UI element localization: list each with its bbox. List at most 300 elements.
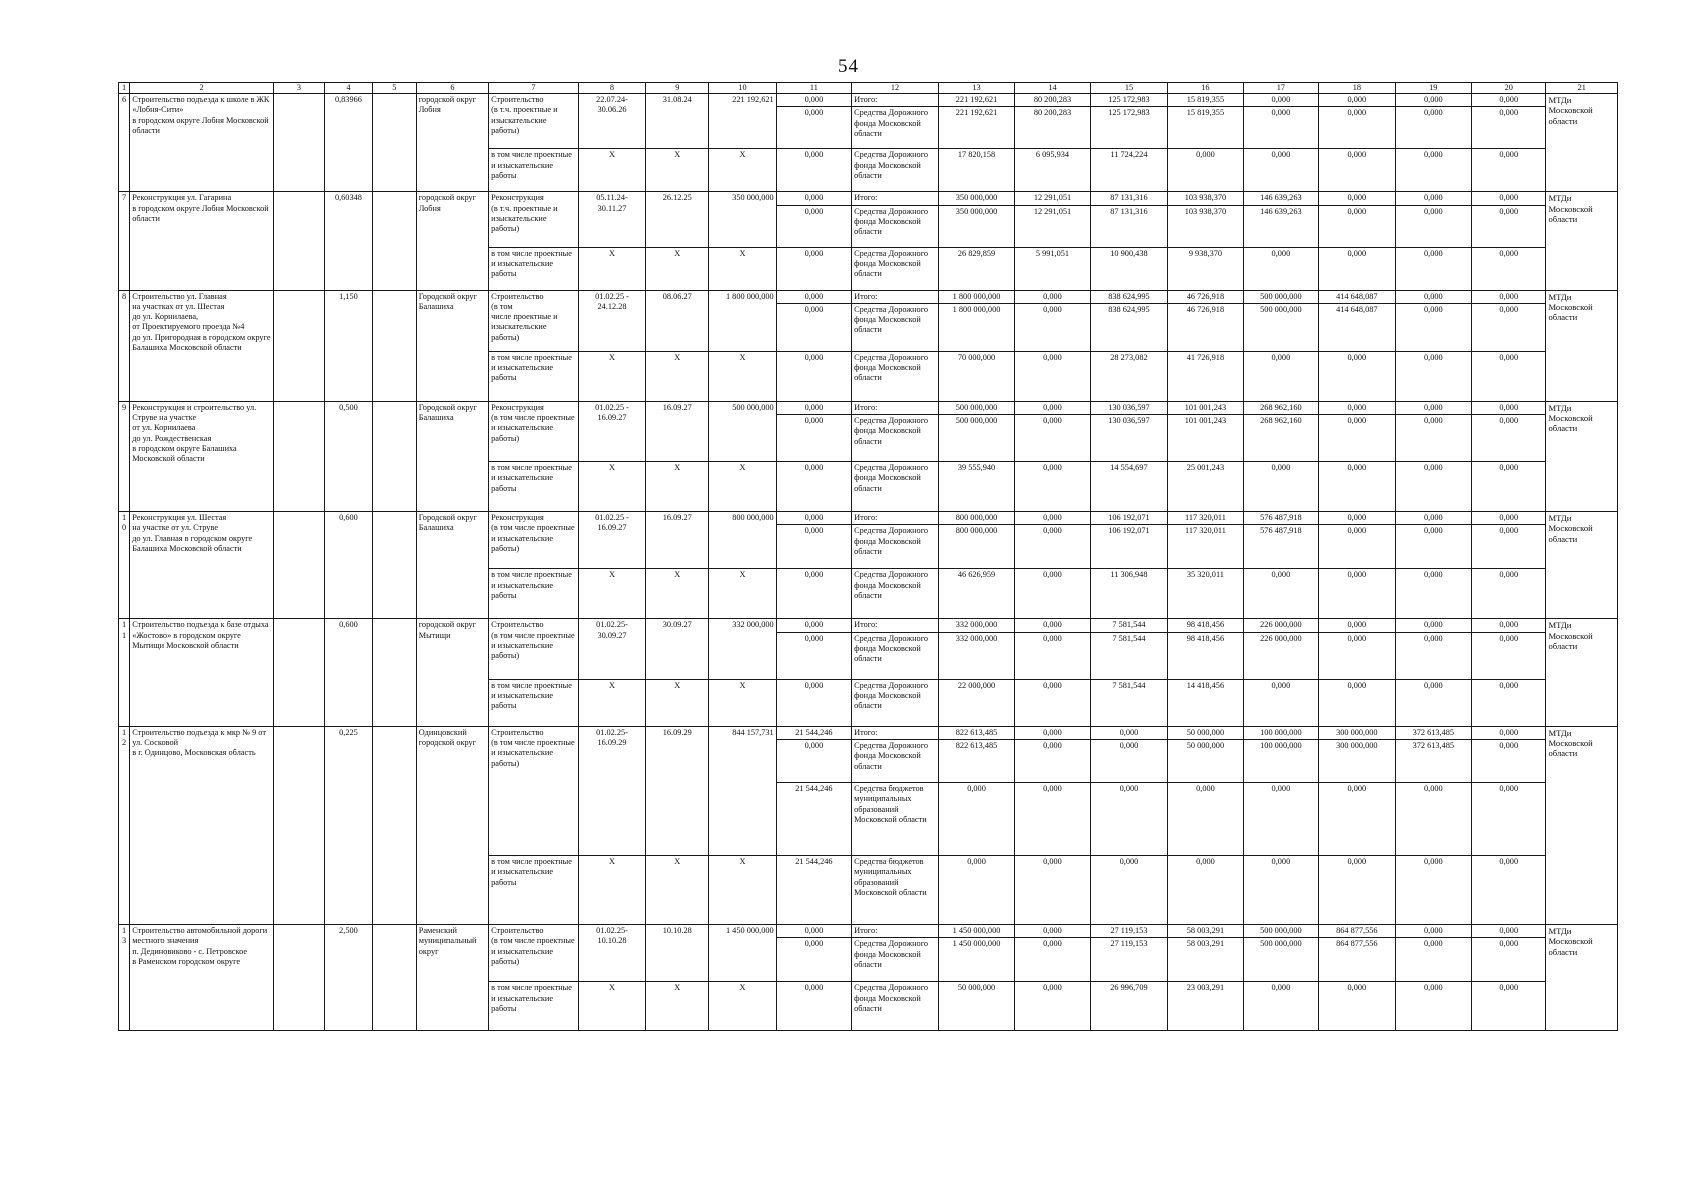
funding-value: 0,000 [1472,303,1546,351]
work-type: Строительство (в т.ч. проектные и изыскательские работы) [489,94,579,149]
funding-value: 300 000,000 [1319,726,1395,739]
cell-col3 [273,726,324,924]
cell-col3 [273,925,324,1031]
funding-value: 103 938,370 [1168,192,1243,205]
budget-table [118,82,1618,1031]
funding-value: 26 996,709 [1090,982,1167,1031]
object-name: Реконструкция ул. Шестая на участке от ул. Струве до ул. Главная в городском округе Балашиха Московской области [130,512,274,619]
municipality: Городской округ Балашиха [416,401,488,511]
funding-value: 0,000 [1395,303,1471,351]
column-header: 12 [852,83,939,94]
funding-value: 0,000 [1015,925,1090,938]
prior-funding: 0,000 [776,149,851,192]
cell-col5 [372,726,416,924]
funding-value: 0,000 [1243,783,1318,856]
funding-value: 98 418,456 [1168,632,1243,679]
total-cost: 500 000,000 [709,401,776,461]
funding-value: 26 829,859 [938,247,1014,290]
funding-value: 500 000,000 [1243,303,1318,351]
funding-value: 0,000 [1472,569,1546,619]
object-name: Строительство автомобильной дороги местного значения п. Дединовиково - с. Петровское в Раменском городском округе [130,925,274,1031]
funding-value: 0,000 [1395,205,1471,247]
funding-value: 22 000,000 [938,679,1014,726]
cell-x: X [646,679,709,726]
column-number-row [119,83,1618,94]
funding-value: 0,000 [1243,982,1318,1031]
row-number: 9 [119,401,130,511]
funding-source: Средства Дорожного фонда Московской области [852,247,939,290]
cell-x: X [578,247,645,290]
cell-col5 [372,290,416,401]
funding-value: 0,000 [1395,569,1471,619]
funding-value: 0,000 [1472,783,1546,856]
funding-value: 838 624,995 [1090,290,1167,303]
funding-value: 106 192,071 [1090,512,1167,525]
funding-value: 12 291,051 [1015,205,1090,247]
cell-x: X [709,462,776,512]
prior-funding: 0,000 [776,205,851,247]
funding-value: 0,000 [1243,462,1318,512]
road-length: 0,600 [324,619,372,726]
commission-date: 16.09.27 [646,512,709,569]
prior-funding: 21 544,246 [776,783,851,856]
work-dates: 01.02.25- 30.09.27 [578,619,645,679]
funding-value: 70 000,000 [938,351,1014,401]
column-header: 11 [776,83,851,94]
funding-value: 35 320,011 [1168,569,1243,619]
table-row [119,512,1618,525]
work-type: Строительство (в том числе проектные и изыскательские работы) [489,726,579,855]
funding-source: Итого: [852,925,939,938]
column-header: 9 [646,83,709,94]
funding-value: 838 624,995 [1090,303,1167,351]
funding-value: 0,000 [1395,401,1471,414]
funding-value: 0,000 [1319,149,1395,192]
work-dates: 01.02.25- 10.10.28 [578,925,645,982]
funding-value: 0,000 [1472,290,1546,303]
object-name: Реконструкция ул. Гагарина в городском округе Лобня Московской области [130,192,274,290]
funding-value: 0,000 [1015,303,1090,351]
commission-date: 10.10.28 [646,925,709,982]
responsible-org: МТДи Московской области [1546,94,1618,192]
prior-funding: 0,000 [776,569,851,619]
table-row [119,619,1618,632]
funding-value: 0,000 [1319,462,1395,512]
responsible-org: МТДи Московской области [1546,512,1618,619]
column-header: 21 [1546,83,1618,94]
funding-value: 0,000 [1319,632,1395,679]
cell-x: X [709,247,776,290]
funding-value: 0,000 [1395,290,1471,303]
funding-value: 0,000 [1243,94,1318,107]
commission-date: 16.09.29 [646,726,709,855]
funding-value: 0,000 [1472,632,1546,679]
funding-value: 50 000,000 [1168,726,1243,739]
column-header: 18 [1319,83,1395,94]
funding-value: 0,000 [1395,856,1471,925]
cell-x: X [709,982,776,1031]
column-header: 14 [1015,83,1090,94]
total-cost: 332 000,000 [709,619,776,679]
funding-value: 0,000 [1395,149,1471,192]
funding-source: Средства Дорожного фонда Московской области [852,107,939,149]
funding-value: 0,000 [1090,783,1167,856]
funding-value: 0,000 [1395,94,1471,107]
funding-value: 0,000 [1243,679,1318,726]
work-dates: 01.02.25- 16.09.29 [578,726,645,855]
funding-value: 0,000 [1243,856,1318,925]
cell-x: X [646,982,709,1031]
funding-value: 372 613,485 [1395,726,1471,739]
funding-value: 0,000 [1472,149,1546,192]
funding-value: 117 320,011 [1168,512,1243,525]
funding-value: 1 450 000,000 [938,938,1014,982]
funding-value: 0,000 [1472,726,1546,739]
funding-value: 0,000 [1090,856,1167,925]
row-number: 12 [119,726,130,924]
funding-value: 58 003,291 [1168,938,1243,982]
funding-value: 41 726,918 [1168,351,1243,401]
funding-value: 0,000 [1472,205,1546,247]
commission-date: 08.06.27 [646,290,709,351]
prior-funding: 0,000 [776,401,851,414]
funding-value: 11 724,224 [1090,149,1167,192]
work-type: Строительство (в том числе проектные и изыскательские работы) [489,290,579,351]
funding-source: Итого: [852,401,939,414]
funding-source: Итого: [852,94,939,107]
funding-value: 87 131,316 [1090,192,1167,205]
cell-col5 [372,925,416,1031]
funding-source: Средства Дорожного фонда Московской области [852,740,939,783]
funding-value: 50 000,000 [1168,740,1243,783]
row-number: 7 [119,192,130,290]
cell-col3 [273,192,324,290]
funding-value: 0,000 [1319,192,1395,205]
funding-value: 0,000 [1319,205,1395,247]
funding-value: 0,000 [1472,925,1546,938]
funding-value: 100 000,000 [1243,726,1318,739]
funding-value: 864 877,556 [1319,925,1395,938]
funding-source: Средства бюджетов муниципальных образований Московской области [852,783,939,856]
road-length: 0,83966 [324,94,372,192]
funding-value: 7 581,544 [1090,632,1167,679]
funding-value: 0,000 [1319,94,1395,107]
municipality: городской округ Лобня [416,94,488,192]
responsible-org: МТДи Московской области [1546,192,1618,290]
responsible-org: МТДи Московской области [1546,401,1618,511]
cell-col5 [372,512,416,619]
prior-funding: 0,000 [776,192,851,205]
funding-source: Средства Дорожного фонда Московской области [852,462,939,512]
responsible-org: МТДи Московской области [1546,925,1618,1031]
road-length: 1,150 [324,290,372,401]
funding-value: 0,000 [1015,415,1090,462]
commission-date: 26.12.25 [646,192,709,247]
funding-value: 0,000 [938,783,1014,856]
funding-value: 500 000,000 [938,401,1014,414]
funding-source: Средства Дорожного фонда Московской области [852,632,939,679]
funding-value: 0,000 [1395,415,1471,462]
funding-value: 58 003,291 [1168,925,1243,938]
municipality: Городской округ Балашиха [416,290,488,401]
total-cost: 221 192,621 [709,94,776,149]
funding-value: 0,000 [1015,462,1090,512]
table-row [119,94,1618,107]
prior-funding: 0,000 [776,303,851,351]
prior-funding: 0,000 [776,938,851,982]
funding-value: 0,000 [1472,94,1546,107]
funding-value: 0,000 [1015,679,1090,726]
funding-value: 103 938,370 [1168,205,1243,247]
work-subtype: в том числе проектные и изыскательские работы [489,569,579,619]
cell-x: X [646,569,709,619]
column-header: 13 [938,83,1014,94]
funding-value: 0,000 [1395,982,1471,1031]
commission-date: 16.09.27 [646,401,709,461]
column-header: 6 [416,83,488,94]
funding-value: 46 726,918 [1168,290,1243,303]
funding-value: 0,000 [1472,740,1546,783]
funding-value: 25 001,243 [1168,462,1243,512]
cell-col5 [372,192,416,290]
table-row [119,726,1618,739]
total-cost: 350 000,000 [709,192,776,247]
funding-value: 1 800 000,000 [938,303,1014,351]
cell-col5 [372,94,416,192]
funding-value: 12 291,051 [1015,192,1090,205]
commission-date: 30.09.27 [646,619,709,679]
funding-value: 221 192,621 [938,107,1014,149]
funding-value: 0,000 [1472,619,1546,632]
funding-value: 0,000 [1472,401,1546,414]
table-row [119,290,1618,303]
road-length: 0,60348 [324,192,372,290]
funding-value: 80 200,283 [1015,107,1090,149]
funding-value: 0,000 [1015,569,1090,619]
funding-value: 0,000 [1472,351,1546,401]
prior-funding: 0,000 [776,525,851,569]
funding-value: 0,000 [1395,938,1471,982]
row-number: 10 [119,512,130,619]
prior-funding: 0,000 [776,982,851,1031]
funding-value: 0,000 [1319,525,1395,569]
column-header: 5 [372,83,416,94]
cell-col3 [273,290,324,401]
funding-value: 226 000,000 [1243,632,1318,679]
funding-value: 6 095,934 [1015,149,1090,192]
funding-value: 221 192,621 [938,94,1014,107]
work-dates: 01.02.25 - 16.09.27 [578,512,645,569]
funding-value: 0,000 [1090,726,1167,739]
funding-source: Средства Дорожного фонда Московской области [852,938,939,982]
funding-value: 0,000 [1472,192,1546,205]
column-header: 8 [578,83,645,94]
funding-source: Средства Дорожного фонда Московской области [852,351,939,401]
cell-x: X [646,149,709,192]
funding-value: 414 648,087 [1319,303,1395,351]
funding-value: 100 000,000 [1243,740,1318,783]
prior-funding: 0,000 [776,351,851,401]
work-type: Реконструкция (в том числе проектные и изыскательские работы) [489,512,579,569]
funding-value: 0,000 [1319,982,1395,1031]
funding-value: 226 000,000 [1243,619,1318,632]
funding-value: 46 726,918 [1168,303,1243,351]
funding-value: 39 555,940 [938,462,1014,512]
funding-value: 0,000 [1015,783,1090,856]
page-number: 54 [838,56,859,77]
column-header: 10 [709,83,776,94]
prior-funding: 0,000 [776,925,851,938]
prior-funding: 0,000 [776,107,851,149]
funding-source: Итого: [852,726,939,739]
funding-value: 0,000 [1395,107,1471,149]
funding-value: 0,000 [1015,632,1090,679]
funding-value: 0,000 [1472,247,1546,290]
prior-funding: 0,000 [776,632,851,679]
work-subtype: в том числе проектные и изыскательские работы [489,247,579,290]
object-name: Строительство подъезда к мкр № 9 от ул. Сосковой в г. Одинцово, Московская область [130,726,274,924]
funding-value: 332 000,000 [938,632,1014,679]
work-subtype: в том числе проектные и изыскательские работы [489,856,579,925]
funding-value: 0,000 [1472,856,1546,925]
funding-source: Итого: [852,619,939,632]
cell-x: X [578,569,645,619]
cell-x: X [646,462,709,512]
funding-source: Средства Дорожного фонда Московской области [852,679,939,726]
funding-value: 0,000 [1395,525,1471,569]
funding-source: Средства Дорожного фонда Московской области [852,149,939,192]
funding-value: 800 000,000 [938,512,1014,525]
funding-value: 0,000 [1319,619,1395,632]
work-subtype: в том числе проектные и изыскательские работы [489,679,579,726]
cell-x: X [709,856,776,925]
funding-value: 0,000 [1395,462,1471,512]
funding-value: 0,000 [1319,569,1395,619]
funding-value: 268 962,160 [1243,415,1318,462]
cell-col3 [273,619,324,726]
funding-value: 130 036,597 [1090,401,1167,414]
column-header: 17 [1243,83,1318,94]
cell-x: X [646,351,709,401]
funding-value: 0,000 [1319,783,1395,856]
funding-value: 27 119,153 [1090,925,1167,938]
funding-value: 0,000 [1395,192,1471,205]
funding-value: 576 487,918 [1243,525,1318,569]
municipality: городской округ Мытищи [416,619,488,726]
object-name: Строительство подъезда к базе отдыха «Жостово» в городском округе Мытищи Московской области [130,619,274,726]
funding-value: 50 000,000 [938,982,1014,1031]
table-row [119,925,1618,938]
funding-value: 350 000,000 [938,192,1014,205]
funding-value: 14 418,456 [1168,679,1243,726]
funding-value: 125 172,983 [1090,107,1167,149]
total-cost: 1 800 000,000 [709,290,776,351]
funding-value: 800 000,000 [938,525,1014,569]
cell-x: X [578,856,645,925]
cell-x: X [578,351,645,401]
funding-value: 5 991,051 [1015,247,1090,290]
funding-value: 822 613,485 [938,726,1014,739]
work-type: Реконструкция (в т.ч. проектные и изыскательские работы) [489,192,579,247]
funding-value: 0,000 [1319,679,1395,726]
funding-value: 0,000 [1243,149,1318,192]
funding-value: 0,000 [1015,619,1090,632]
prior-funding: 0,000 [776,290,851,303]
prior-funding: 0,000 [776,462,851,512]
funding-value: 500 000,000 [1243,290,1318,303]
table-body [119,94,1618,1031]
cell-x: X [709,679,776,726]
object-name: Реконструкция и строительство ул. Струве на участке от ул. Корнилаева до ул. Рождественская в городском округе Балашиха Московской области [130,401,274,511]
funding-source: Средства Дорожного фонда Московской области [852,569,939,619]
prior-funding: 0,000 [776,679,851,726]
column-header: 15 [1090,83,1167,94]
work-subtype: в том числе проектные и изыскательские работы [489,462,579,512]
funding-value: 0,000 [1395,783,1471,856]
funding-value: 17 820,158 [938,149,1014,192]
row-number: 11 [119,619,130,726]
work-dates: 01.02.25 - 24.12.28 [578,290,645,351]
funding-value: 414 648,087 [1319,290,1395,303]
funding-value: 0,000 [1395,512,1471,525]
column-header: 7 [489,83,579,94]
funding-value: 0,000 [1090,740,1167,783]
object-name: Строительство ул. Главная на участках от ул. Шестая до ул. Корнилаева, от Проектируемого проезда №4 до ул. Пригородная в городском округе Балашиха Московской области [130,290,274,401]
municipality: Раменский муниципальный округ [416,925,488,1031]
prior-funding: 21 544,246 [776,856,851,925]
funding-value: 0,000 [1472,415,1546,462]
funding-value: 98 418,456 [1168,619,1243,632]
funding-value: 500 000,000 [938,415,1014,462]
funding-value: 0,000 [1319,247,1395,290]
funding-value: 0,000 [1319,856,1395,925]
road-length: 2,500 [324,925,372,1031]
funding-source: Средства Дорожного фонда Московской области [852,205,939,247]
funding-source: Средства Дорожного фонда Московской области [852,525,939,569]
total-cost: 800 000,000 [709,512,776,569]
row-number: 13 [119,925,130,1031]
municipality: Одинцовский городской округ [416,726,488,924]
column-header: 2 [130,83,274,94]
funding-value: 0,000 [1015,512,1090,525]
funding-value: 0,000 [1472,512,1546,525]
funding-source: Средства Дорожного фонда Московской области [852,303,939,351]
cell-col3 [273,94,324,192]
funding-value: 0,000 [1472,525,1546,569]
funding-value: 822 613,485 [938,740,1014,783]
work-dates: 01.02.25 - 16.09.27 [578,401,645,461]
funding-value: 0,000 [1243,569,1318,619]
funding-value: 0,000 [1395,247,1471,290]
cell-x: X [709,149,776,192]
column-header: 4 [324,83,372,94]
prior-funding: 21 544,246 [776,726,851,739]
funding-value: 11 306,948 [1090,569,1167,619]
funding-value: 0,000 [1472,679,1546,726]
funding-value: 500 000,000 [1243,938,1318,982]
funding-value: 0,000 [1395,679,1471,726]
funding-value: 0,000 [1015,726,1090,739]
row-number: 8 [119,290,130,401]
funding-value: 0,000 [1395,632,1471,679]
funding-value: 372 613,485 [1395,740,1471,783]
work-dates: 05.11.24- 30.11.27 [578,192,645,247]
funding-value: 0,000 [1395,351,1471,401]
column-header: 20 [1472,83,1546,94]
cell-col3 [273,401,324,511]
funding-value: 130 036,597 [1090,415,1167,462]
road-length: 0,225 [324,726,372,924]
